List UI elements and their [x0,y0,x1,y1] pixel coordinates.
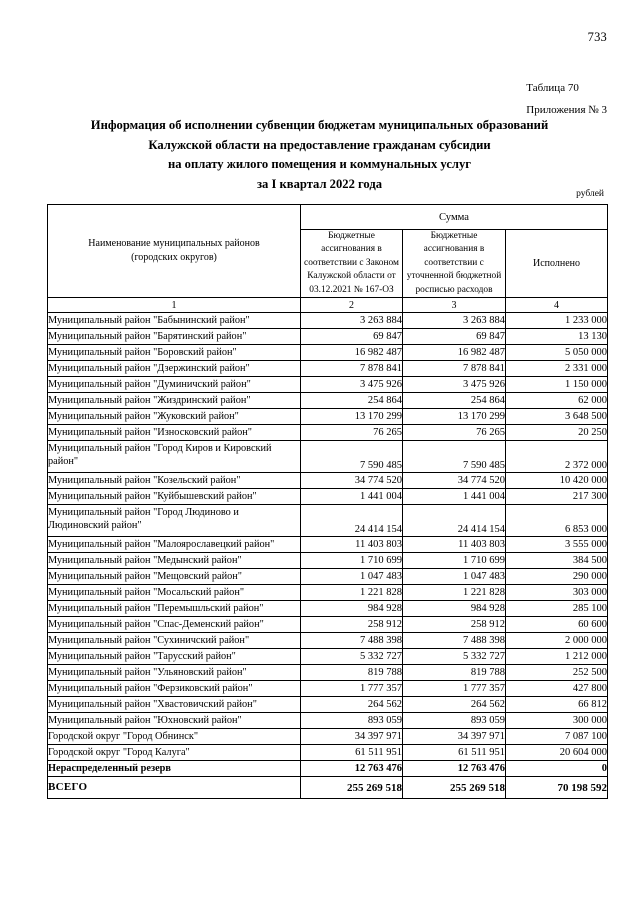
cell-refined-allocation: 7 488 398 [403,633,506,649]
cell-municipality-name: Муниципальный район "Ферзиковский район" [48,681,301,697]
header-cell-refined: Бюджетные ассигнования в соответствии с уточненной бюджетной росписью расходов [403,230,506,298]
cell-refined-allocation: 1 047 483 [403,569,506,585]
cell-executed: 1 233 000 [506,313,608,329]
total-refined-allocation: 255 269 518 [403,777,506,799]
cell-law-allocation: 1 710 699 [301,553,403,569]
cell-municipality-name: Муниципальный район "Износковский район" [48,425,301,441]
cell-municipality-name: Муниципальный район "Боровский район" [48,345,301,361]
cell-executed: 6 853 000 [506,505,608,537]
document-references [526,77,607,121]
cell-municipality-name: Муниципальный район "Хвастовичский район" [48,697,301,713]
cell-law-allocation: 1 777 357 [301,681,403,697]
header-name-line2: (городских округов) [131,252,217,264]
header-cell-law: Бюджетные ассигнования в соответствии с Законом Калужской области от 03.12.2021 № 167-ОЗ [301,230,403,298]
cell-executed: 60 600 [506,617,608,633]
cell-executed: 1 150 000 [506,377,608,393]
cell-executed: 7 087 100 [506,729,608,745]
cell-executed: 285 100 [506,601,608,617]
table-row [48,361,608,377]
cell-law-allocation: 7 590 485 [301,441,403,473]
cell-refined-allocation: 3 475 926 [403,377,506,393]
cell-law-allocation: 3 263 884 [301,313,403,329]
table-row [48,617,608,633]
table-row [48,585,608,601]
header-cell-executed: Исполнено [506,230,608,298]
column-number-row [48,298,608,313]
cell-municipality-name: Муниципальный район "Куйбышевский район" [48,489,301,505]
cell-refined-allocation: 7 878 841 [403,361,506,377]
table-row [48,473,608,489]
table-row [48,745,608,761]
cell-municipality-name: Нераспределенный резерв [48,761,301,777]
budget-table [47,204,608,799]
cell-refined-allocation: 34 774 520 [403,473,506,489]
cell-executed: 20 604 000 [506,745,608,761]
cell-municipality-name: Муниципальный район "Ульяновский район" [48,665,301,681]
cell-law-allocation: 61 511 951 [301,745,403,761]
cell-refined-allocation: 984 928 [403,601,506,617]
cell-municipality-name: Муниципальный район "Жиздринский район" [48,393,301,409]
cell-executed: 3 555 000 [506,537,608,553]
cell-refined-allocation: 254 864 [403,393,506,409]
header-name-line1: Наименование муниципальных районов [88,238,260,250]
cell-refined-allocation: 76 265 [403,425,506,441]
cell-law-allocation: 13 170 299 [301,409,403,425]
cell-law-allocation: 3 475 926 [301,377,403,393]
cell-executed: 384 500 [506,553,608,569]
cell-refined-allocation: 16 982 487 [403,345,506,361]
cell-municipality-name: Муниципальный район "Дзержинский район" [48,361,301,377]
cell-municipality-name: Муниципальный район "Тарусский район" [48,649,301,665]
table-row [48,505,608,537]
cell-municipality-name: Муниципальный район "Медынский район" [48,553,301,569]
cell-refined-allocation: 893 059 [403,713,506,729]
table-row [48,681,608,697]
title-line-1: Информация об исполнении субвенции бюджетам муниципальных образований [90,118,549,132]
cell-executed: 2 372 000 [506,441,608,473]
table-row [48,393,608,409]
cell-refined-allocation: 5 332 727 [403,649,506,665]
page-number: 733 [587,30,607,44]
cell-law-allocation: 11 403 803 [301,537,403,553]
cell-municipality-name: Муниципальный район "Сухиничский район" [48,633,301,649]
cell-law-allocation: 254 864 [301,393,403,409]
cell-law-allocation: 16 982 487 [301,345,403,361]
cell-municipality-name: Муниципальный район "Город Киров и Кировский район" [48,441,301,473]
cell-executed: 217 300 [506,489,608,505]
cell-executed: 0 [506,761,608,777]
cell-municipality-name: Муниципальный район "Перемышльский район" [48,601,301,617]
table-head [48,205,608,313]
units-label: рублей [576,189,604,199]
table-row [48,649,608,665]
cell-law-allocation: 264 562 [301,697,403,713]
cell-refined-allocation: 34 397 971 [403,729,506,745]
cell-law-allocation: 34 397 971 [301,729,403,745]
cell-law-allocation: 7 488 398 [301,633,403,649]
cell-refined-allocation: 11 403 803 [403,537,506,553]
cell-law-allocation: 984 928 [301,601,403,617]
table-row [48,377,608,393]
cell-law-allocation: 69 847 [301,329,403,345]
cell-refined-allocation: 61 511 951 [403,745,506,761]
cell-executed: 2 000 000 [506,633,608,649]
cell-law-allocation: 24 414 154 [301,505,403,537]
cell-refined-allocation: 1 777 357 [403,681,506,697]
column-number-4: 4 [506,298,608,313]
table-row [48,633,608,649]
table-row [48,409,608,425]
total-law-allocation: 255 269 518 [301,777,403,799]
table-row [48,601,608,617]
total-executed: 70 198 592 [506,777,608,799]
cell-executed: 20 250 [506,425,608,441]
title-line-2: Калужской области на предоставление гражданам субсидии [148,137,491,152]
cell-refined-allocation: 12 763 476 [403,761,506,777]
budget-table-wrapper [47,204,607,799]
appendix-reference: Приложения № 3 [526,104,607,116]
cell-executed: 13 130 [506,329,608,345]
table-row [48,329,608,345]
cell-refined-allocation: 1 441 004 [403,489,506,505]
cell-executed: 290 000 [506,569,608,585]
cell-refined-allocation: 258 912 [403,617,506,633]
cell-refined-allocation: 13 170 299 [403,409,506,425]
table-row [48,569,608,585]
table-row [48,553,608,569]
cell-law-allocation: 258 912 [301,617,403,633]
cell-municipality-name: Муниципальный район "Юхновский район" [48,713,301,729]
cell-executed: 1 212 000 [506,649,608,665]
table-reference: Таблица 70 [526,82,579,94]
table-row [48,345,608,361]
cell-law-allocation: 819 788 [301,665,403,681]
cell-municipality-name: Муниципальный район "Город Людиново и Людиновский район" [48,505,301,537]
cell-executed: 3 648 500 [506,409,608,425]
column-number-1: 1 [48,298,301,313]
cell-municipality-name: Муниципальный район "Жуковский район" [48,409,301,425]
cell-executed: 66 812 [506,697,608,713]
cell-municipality-name: Муниципальный район "Козельский район" [48,473,301,489]
cell-law-allocation: 34 774 520 [301,473,403,489]
cell-law-allocation: 12 763 476 [301,761,403,777]
cell-municipality-name: Муниципальный район "Думиничский район" [48,377,301,393]
cell-law-allocation: 1 047 483 [301,569,403,585]
cell-municipality-name: Муниципальный район "Спас-Деменский район" [48,617,301,633]
cell-executed: 252 500 [506,665,608,681]
table-row [48,537,608,553]
header-cell-sum: Сумма [301,205,608,230]
cell-refined-allocation: 1 221 828 [403,585,506,601]
table-row [48,489,608,505]
cell-refined-allocation: 264 562 [403,697,506,713]
header-row-group [48,205,608,230]
cell-law-allocation: 1 441 004 [301,489,403,505]
cell-law-allocation: 5 332 727 [301,649,403,665]
table-row [48,425,608,441]
table-row [48,697,608,713]
cell-executed: 5 050 000 [506,345,608,361]
table-row [48,713,608,729]
column-number-3: 3 [403,298,506,313]
cell-municipality-name: Муниципальный район "Бабынинский район" [48,313,301,329]
cell-refined-allocation: 69 847 [403,329,506,345]
cell-executed: 300 000 [506,713,608,729]
cell-executed: 303 000 [506,585,608,601]
table-row [48,665,608,681]
cell-executed: 427 800 [506,681,608,697]
table-total-row [48,777,608,799]
cell-refined-allocation: 3 263 884 [403,313,506,329]
cell-law-allocation: 7 878 841 [301,361,403,377]
cell-municipality-name: Муниципальный район "Мосальский район" [48,585,301,601]
cell-law-allocation: 1 221 828 [301,585,403,601]
cell-municipality-name: Муниципальный район "Барятинский район" [48,329,301,345]
cell-municipality-name: Муниципальный район "Малоярославецкий район" [48,537,301,553]
cell-municipality-name: Муниципальный район "Мещовский район" [48,569,301,585]
table-row [48,729,608,745]
cell-refined-allocation: 819 788 [403,665,506,681]
title-line-4: за I квартал 2022 года [256,176,383,191]
title-line-3: на оплату жилого помещения и коммунальных услуг [167,157,472,171]
cell-law-allocation: 76 265 [301,425,403,441]
table-row [48,761,608,777]
cell-refined-allocation: 7 590 485 [403,441,506,473]
cell-municipality-name: Городской округ "Город Калуга" [48,745,301,761]
cell-refined-allocation: 1 710 699 [403,553,506,569]
cell-municipality-name: Городской округ "Город Обнинск" [48,729,301,745]
table-row [48,313,608,329]
table-body [48,313,608,799]
cell-law-allocation: 893 059 [301,713,403,729]
cell-executed: 62 000 [506,393,608,409]
total-label: ВСЕГО [48,777,301,799]
cell-executed: 2 331 000 [506,361,608,377]
cell-executed: 10 420 000 [506,473,608,489]
header-cell-name [48,205,301,298]
cell-refined-allocation: 24 414 154 [403,505,506,537]
table-row [48,441,608,473]
document-title [0,116,639,194]
column-number-2: 2 [301,298,403,313]
